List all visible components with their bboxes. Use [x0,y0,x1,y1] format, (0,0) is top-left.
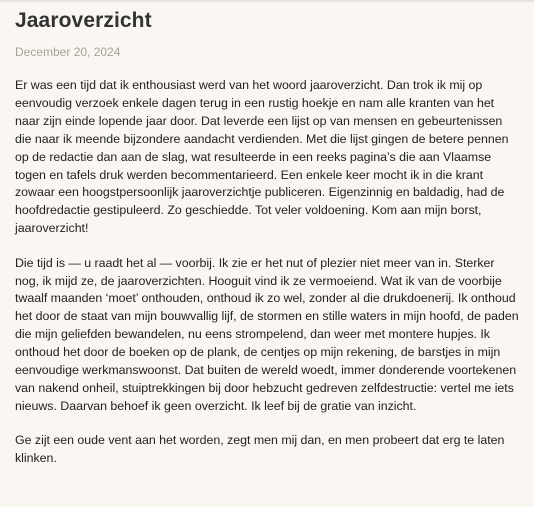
post-title: Jaaroverzicht [15,9,152,32]
post-date: December 20, 2024 [15,45,121,59]
post-body [15,77,520,468]
post-paragraph: Die tijd is — u raadt het al — voorbij. Ik zie er het nut of plezier niet meer van in. Sterker nog, ik mijd ze, de jaaroverzichten. Hooguit vind ik ze vermoeiend. Wat ik van de voorbije twaalf maanden ‘moet’ onthouden, onthoud ik zo wel, zonder al die drukdoenerij. Ik onthoud het door de staat van mijn bouwvallig lijf, de stormen en stille waters in mijn hoofd, de paden die mijn geliefden bewandelen, nu eens strompelend, dan weer met montere hupjes. Ik onthoud het door de boeken op de plank, de centjes op mijn rekening, de barstjes in mijn eenvoudige werkmanswoonst. Dat buiten de wereld woedt, immer donderende voortekenen van nakend onheil, stuiptrekkingen bij door hebzucht gedreven zelfdestructie: vertel me iets nieuws. Daarvan behoef ik geen overzicht. Ik leef bij de gratie van inzicht. [15,255,519,413]
post-paragraph: Ge zijt een oude vent aan het worden, zegt men mij dan, en men probeert dat erg te laten klinken. [15,433,505,466]
post-paragraph: Er was een tijd dat ik enthousiast werd van het woord jaaroverzicht. Dan trok ik mij op eenvoudig verzoek enkele dagen terug in een rustig hoekje en nam alle kranten van het naar zijn einde lopende jaar door. Dat leverde een lijst op van mensen en gebeurtenissen die naar ik meende bijzondere aandacht verdienden. Met die lijst gingen de betere pennen op de redactie dan aan de slag, wat resulteerde in een reeks pagina’s die aan Vlaamse togen en tafels druk werden becommentarieerd. Een enkele keer mocht ik in die krant zowaar een hoogstpersoonlijk jaaroverzichtje publiceren. Eigenzinnig en baldadig, had de hoofdredactie gestipuleerd. Zo geschiedde. Tot veler voldoening. Kom aan mijn borst, jaaroverzicht! [15,78,509,236]
